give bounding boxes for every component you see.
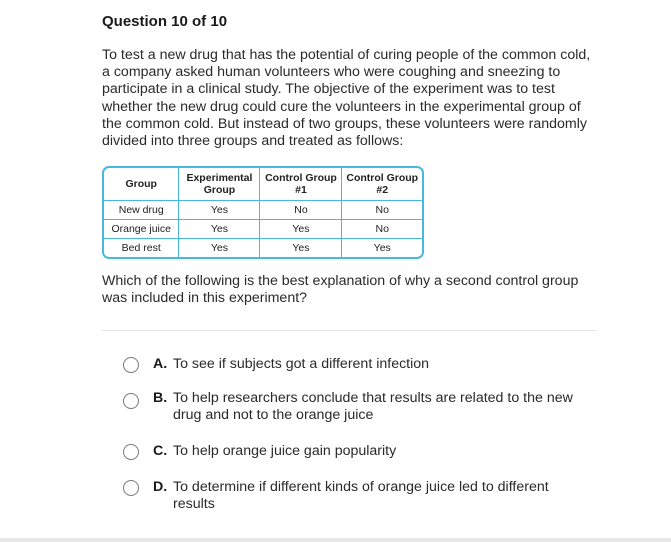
radio-button[interactable] bbox=[123, 444, 139, 460]
radio-button[interactable] bbox=[123, 393, 139, 409]
table-header-cell: Control Group #1 bbox=[260, 168, 342, 201]
table-cell: Yes bbox=[260, 239, 342, 258]
radio-button[interactable] bbox=[123, 480, 139, 496]
divider bbox=[102, 330, 597, 331]
table-cell: Yes bbox=[179, 201, 260, 220]
table-cell: New drug bbox=[104, 201, 179, 220]
question-header: Question 10 of 10 bbox=[102, 13, 228, 30]
table-row bbox=[104, 220, 422, 239]
option-letter: D. bbox=[153, 479, 168, 495]
table-cell: Bed rest bbox=[104, 239, 179, 258]
table-cell: No bbox=[342, 220, 422, 239]
table-row bbox=[104, 239, 422, 258]
answer-option-a[interactable] bbox=[123, 356, 593, 374]
option-text: To see if subjects got a different infection bbox=[173, 356, 430, 372]
table-cell: Yes bbox=[342, 239, 422, 258]
table-cell: No bbox=[342, 201, 422, 220]
option-text: To help orange juice gain popularity bbox=[173, 443, 397, 459]
answer-option-d[interactable] bbox=[123, 479, 593, 515]
table-header-cell: Experimental Group bbox=[179, 168, 260, 201]
table-header-cell: Control Group #2 bbox=[342, 168, 422, 201]
option-letter: C. bbox=[153, 443, 168, 459]
question-prompt: To test a new drug that has the potential of curing people of the common cold, a company asked human volunteers who were coughing and sneezing to participate in a clinical study. The objective of the experiment was to test whether the new drug could cure the volunteers in the experimental group of the common cold. But instead of two groups, these volunteers were randomly divided into three groups and treated as follows: bbox=[102, 47, 591, 150]
table-row bbox=[104, 201, 422, 220]
bottom-bar bbox=[0, 538, 671, 542]
answer-option-c[interactable] bbox=[123, 443, 593, 461]
radio-button[interactable] bbox=[123, 357, 139, 373]
table-cell: No bbox=[260, 201, 342, 220]
answer-option-b[interactable] bbox=[123, 390, 593, 426]
table-header-row bbox=[104, 168, 422, 201]
table-header-cell: Group bbox=[104, 168, 179, 201]
table-cell: Yes bbox=[179, 239, 260, 258]
question-followup: Which of the following is the best explanation of why a second control group was included in this experiment? bbox=[102, 273, 579, 307]
option-letter: A. bbox=[153, 356, 168, 372]
table-cell: Yes bbox=[260, 220, 342, 239]
option-letter: B. bbox=[153, 390, 168, 406]
table-cell: Orange juice bbox=[104, 220, 179, 239]
table-cell: Yes bbox=[179, 220, 260, 239]
option-text: To determine if different kinds of orange juice led to different results bbox=[173, 479, 549, 513]
treatment-table bbox=[102, 166, 424, 259]
option-text: To help researchers conclude that results are related to the new drug and not to the orange juice bbox=[173, 390, 573, 424]
